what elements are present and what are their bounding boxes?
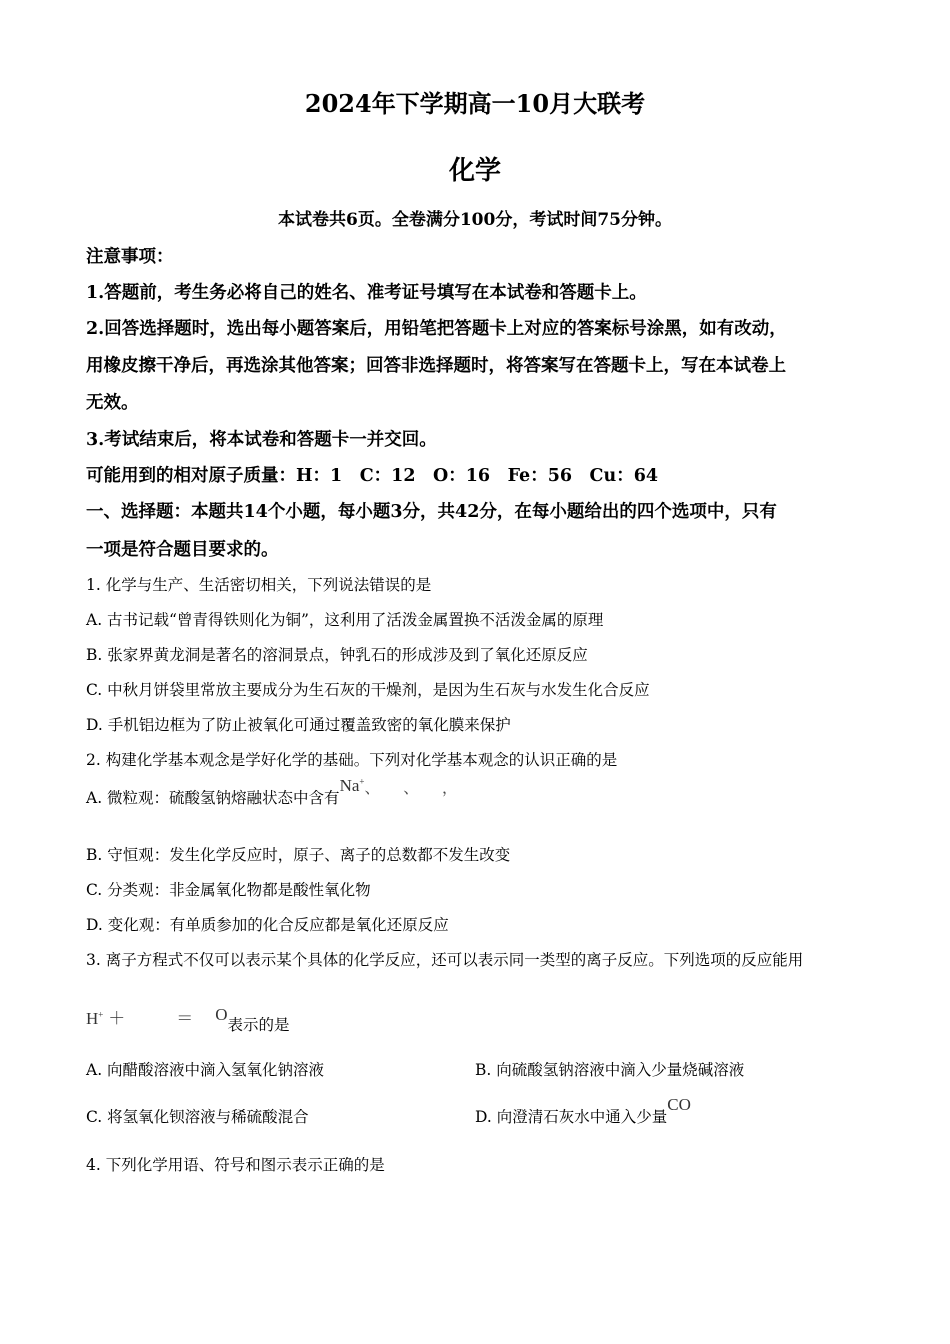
formula-symbol: Na xyxy=(339,776,360,795)
question-2-option-b: B. 守恒观：发生化学反应时，原子、离子的总数都不发生改变 xyxy=(86,846,511,864)
formula-charge: + xyxy=(98,1009,104,1020)
option-a-rest: 、 、 ， xyxy=(364,779,458,797)
note-item: 3.考试结束后，将本试卷和答题卡一并交回。 xyxy=(86,430,437,450)
formula-charge: + xyxy=(359,776,365,787)
question-2-option-d: D. 变化观：有单质参加的化合反应都是氧化还原反应 xyxy=(86,916,449,934)
atomic-masses: 可能用到的相对原子质量：H：1 C：12 O：16 Fe：56 Cu：64 xyxy=(86,466,659,486)
question-3-option-c: C. 将氢氧化钡溶液与稀硫酸混合 xyxy=(86,1108,309,1126)
equation-tail: 表示的是 xyxy=(227,1016,290,1034)
subject-title: 化学 xyxy=(448,156,501,186)
question-1-option-d: D. 手机铝边框为了防止被氧化可通过覆盖致密的氧化膜来保护 xyxy=(86,716,511,734)
question-3-stem: 3. 离子方程式不仅可以表示某个具体的化学反应，还可以表示同一类型的离子反应。下列选项的反应能用 xyxy=(86,951,804,969)
question-1-option-c: C. 中秋月饼袋里常放主要成分为生石灰的干燥剂，是因为生石灰与水发生化合反应 xyxy=(86,681,650,699)
note-item: 1.答题前，考生务必将自己的姓名、准考证号填写在本试卷和答题卡上。 xyxy=(86,283,647,303)
question-3-option-b: B. 向硫酸氢钠溶液中滴入少量烧碱溶液 xyxy=(475,1061,745,1079)
question-4-stem: 4. 下列化学用语、符号和图示表示正确的是 xyxy=(86,1156,385,1174)
question-3-equation xyxy=(86,1005,290,1035)
equation-middle: ＋ ＝ xyxy=(108,1009,211,1028)
carbon-dioxide-formula: CO xyxy=(667,1095,691,1114)
question-2-option-a xyxy=(86,776,458,808)
question-2-option-c: C. 分类观：非金属氧化物都是酸性氧化物 xyxy=(86,881,371,899)
question-1-stem: 1. 化学与生产、生活密切相关，下列说法错误的是 xyxy=(86,576,432,594)
note-item: 无效。 xyxy=(86,393,139,413)
note-item: 2.回答选择题时，选出每小题答案后，用铅笔把答题卡上对应的答案标号涂黑，如有改动， xyxy=(86,319,787,339)
option-a-text: A. 微粒观：硫酸氢钠熔融状态中含有 xyxy=(86,789,340,807)
section-heading-line2: 一项是符合题目要求的。 xyxy=(86,540,279,560)
section-heading-line1: 一、选择题：本题共14个小题，每小题3分，共42分，在每小题给出的四个选项中，只有 xyxy=(86,502,777,522)
notes-heading: 注意事项： xyxy=(86,247,174,267)
hydrogen-ion xyxy=(86,1009,103,1028)
question-2-stem: 2. 构建化学基本观念是学好化学的基础。下列对化学基本观念的认识正确的是 xyxy=(86,751,618,769)
question-3-option-d xyxy=(475,1095,691,1127)
question-1-option-a: A. 古书记载“曾青得铁则化为铜”，这利用了活泼金属置换不活泼金属的原理 xyxy=(86,611,604,629)
sodium-ion-formula xyxy=(340,776,365,795)
water-formula-fragment: O xyxy=(215,1005,228,1024)
note-item: 用橡皮擦干净后，再选涂其他答案；回答非选择题时，将答案写在答题卡上，写在本试卷上 xyxy=(86,356,786,376)
exam-title: 2024年下学期高一10月大联考 xyxy=(304,89,646,118)
formula-symbol: H xyxy=(86,1009,99,1028)
question-3-option-a: A. 向醋酸溶液中滴入氢氧化钠溶液 xyxy=(86,1061,325,1079)
exam-info: 本试卷共6页。全卷满分100分，考试时间75分钟。 xyxy=(278,210,672,230)
option-d-text: D. 向澄清石灰水中通入少量 xyxy=(475,1108,668,1126)
question-1-option-b: B. 张家界黄龙洞是著名的溶洞景点，钟乳石的形成涉及到了氧化还原反应 xyxy=(86,646,588,664)
